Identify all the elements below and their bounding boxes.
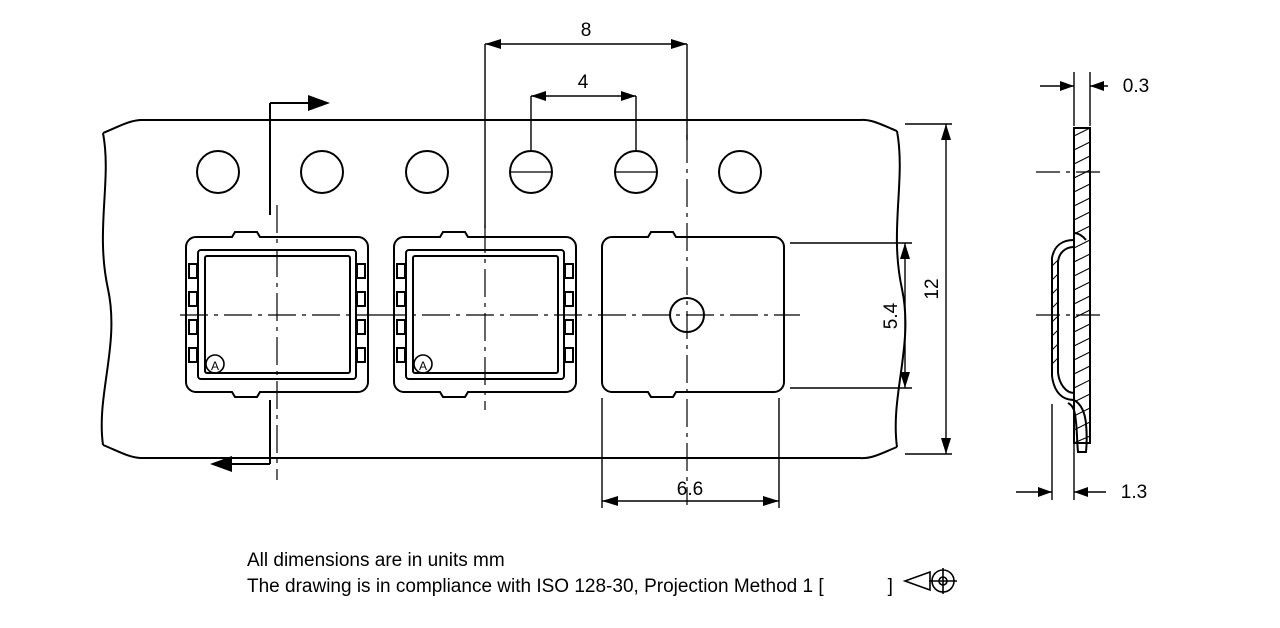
dimension-label-0-3: 0.3 [1122, 76, 1150, 97]
svg-text:A: A [210, 359, 220, 373]
dimension-thickness-0-3 [1040, 72, 1108, 126]
projection-method-symbol [905, 568, 957, 594]
section-view [1052, 128, 1090, 452]
dimension-label-5-4: 5.4 [881, 302, 902, 330]
note-iso-suffix: ] [887, 576, 893, 597]
sprocket-hole [406, 151, 448, 193]
section-hatching [1074, 128, 1090, 443]
dimension-pitch-4 [531, 91, 636, 152]
dimension-pitch-8 [485, 39, 687, 228]
dimension-depth-1-3 [1016, 404, 1106, 500]
note-units: All dimensions are in units mm [247, 550, 505, 571]
dimension-label-1-3: 1.3 [1120, 482, 1148, 503]
sprocket-hole [197, 151, 239, 193]
center-lines [180, 135, 800, 505]
note-iso [247, 576, 893, 598]
dimension-label-8: 8 [580, 20, 592, 41]
sprocket-hole [301, 151, 343, 193]
component-mark-a-2 [414, 355, 432, 373]
sprocket-hole [719, 151, 761, 193]
note-iso-prefix: The drawing is in compliance with ISO 128-30, Projection Method 1 [ [247, 576, 824, 597]
svg-text:A: A [418, 359, 428, 373]
section-arrows [210, 95, 330, 472]
section-centerline [1036, 172, 1104, 315]
dimension-label-6-6: 6.6 [676, 479, 704, 500]
dimension-label-4: 4 [577, 72, 589, 93]
component-mark-a-1 [206, 355, 224, 373]
sprocket-holes [197, 151, 761, 193]
dimension-label-12: 12 [922, 278, 943, 300]
